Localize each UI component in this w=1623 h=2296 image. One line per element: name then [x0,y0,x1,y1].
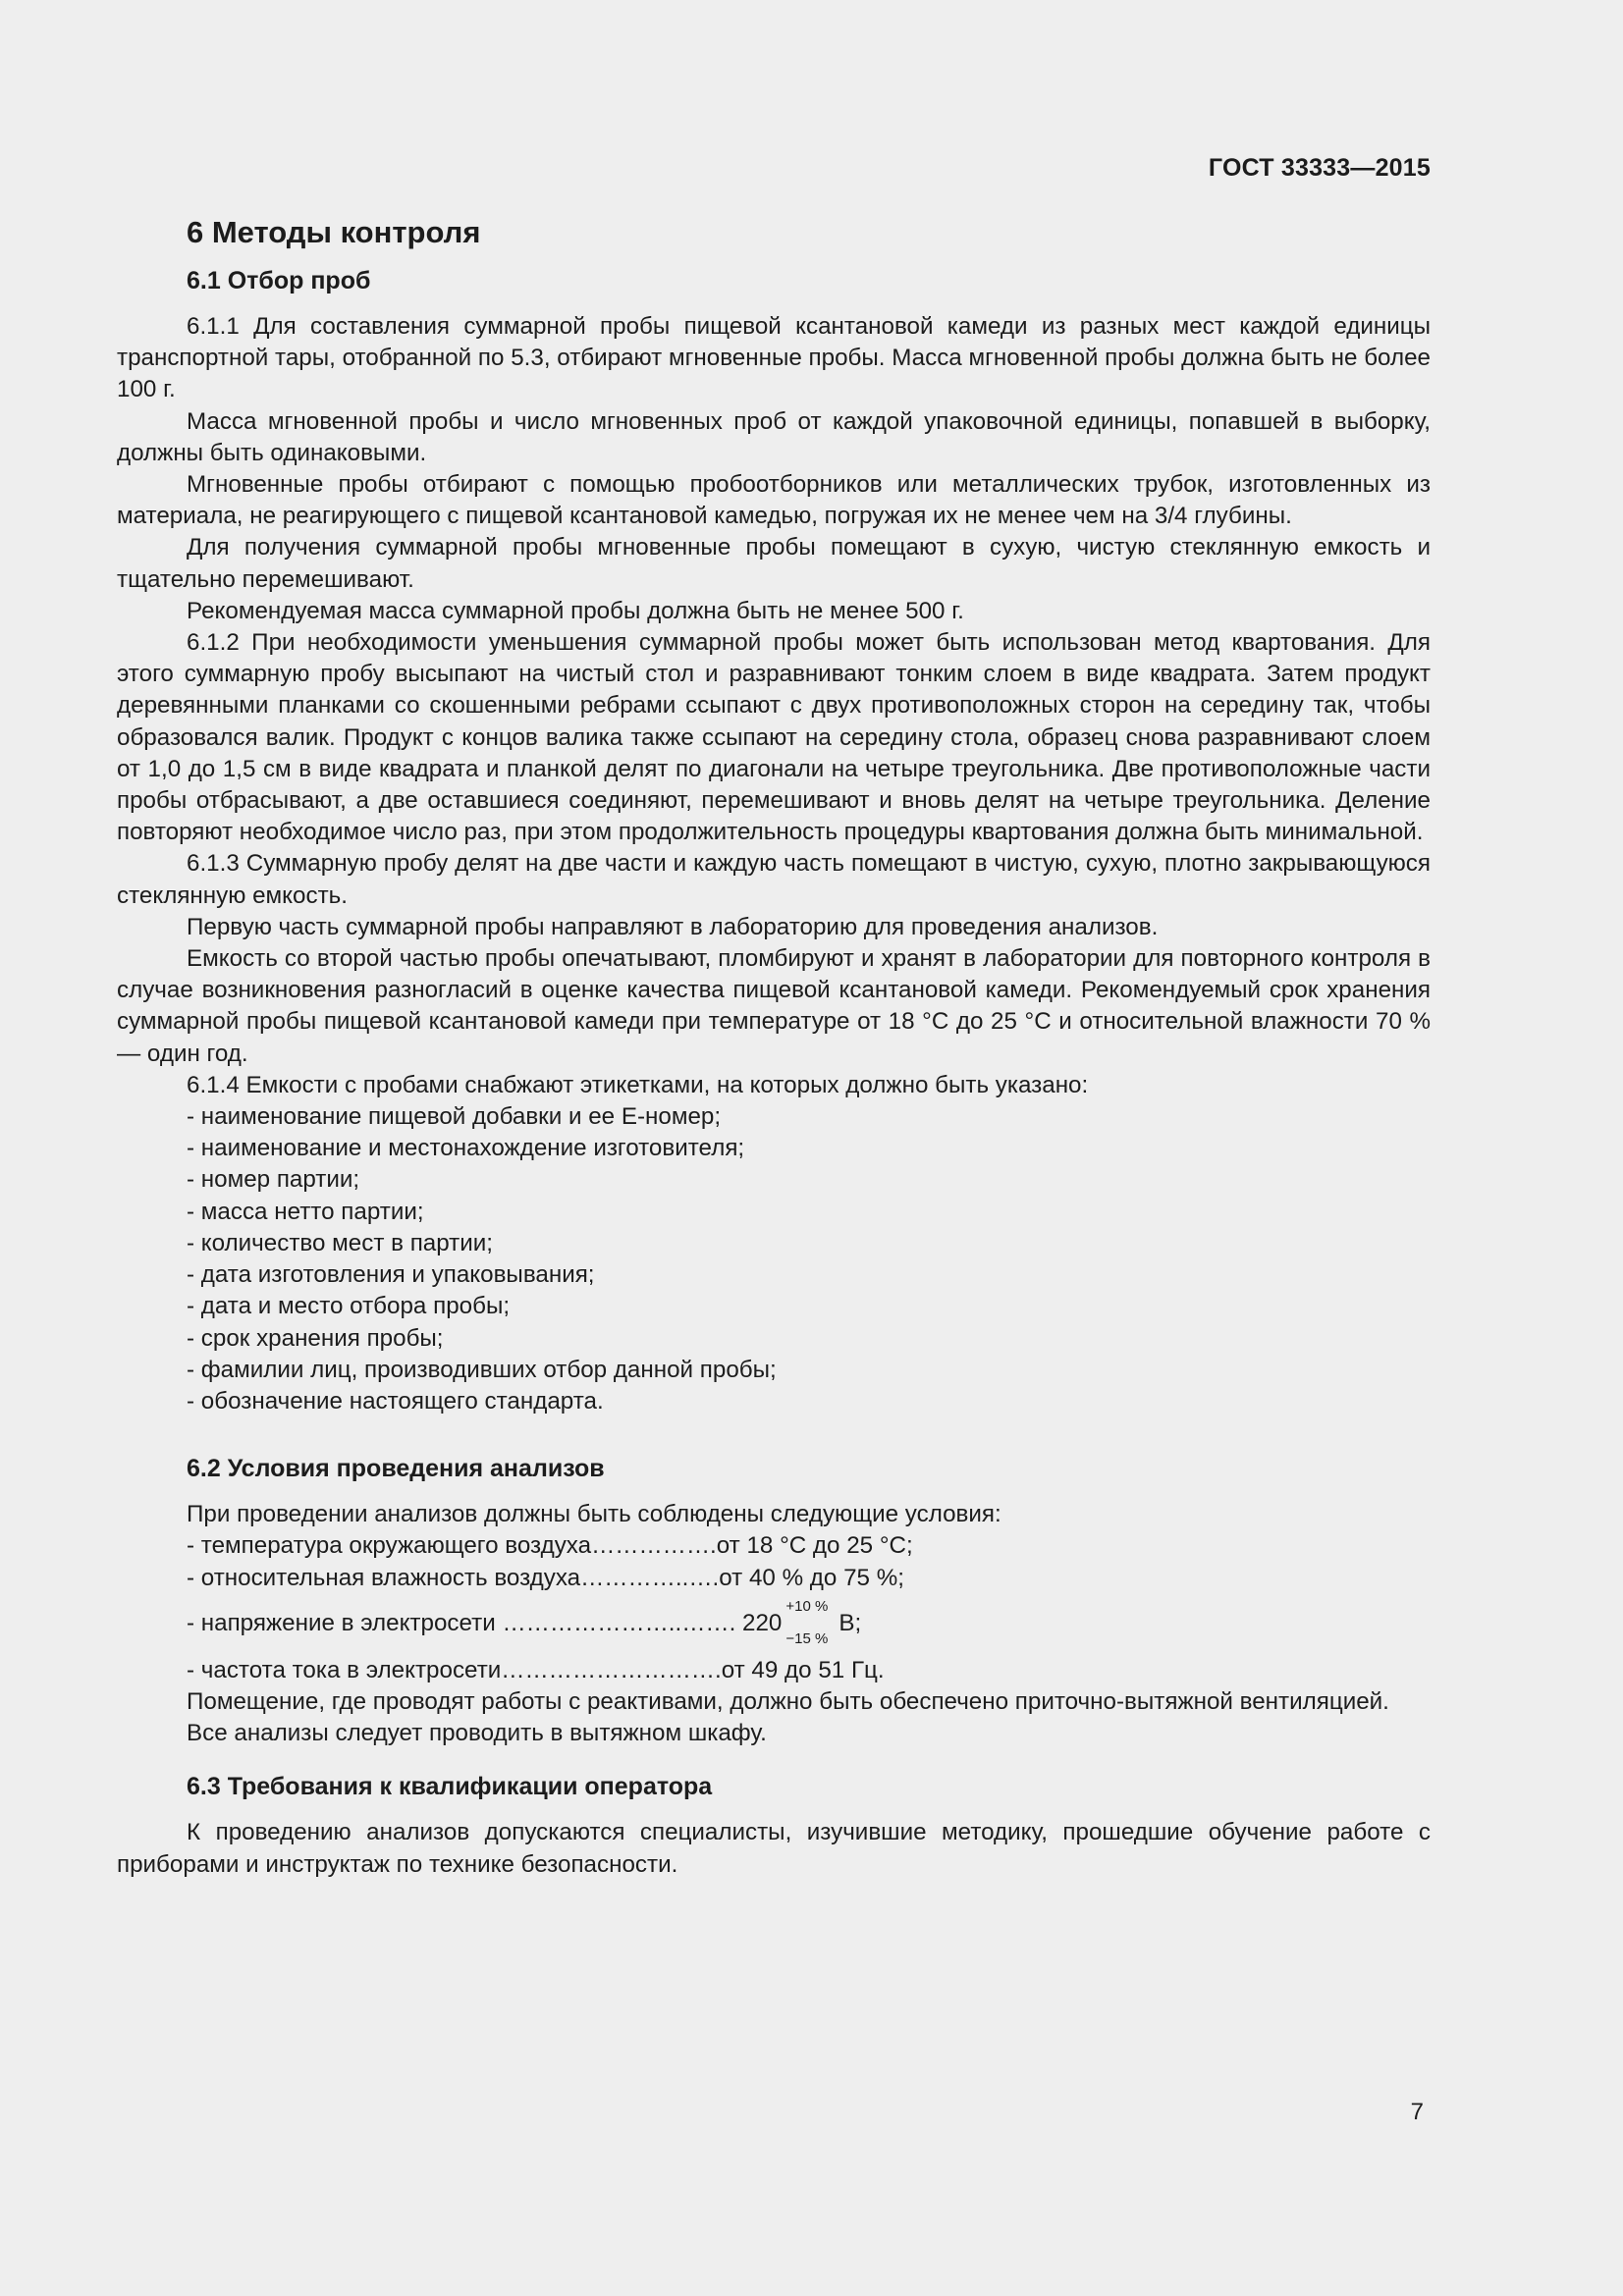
paragraph-operator-qualification: К проведению анализов допускаются специалисты, изучившие методику, прошедшие обучение работе с приборами и инструктаж по технике безопасности. [117,1819,1431,1878]
paragraph-6-1-1: 6.1.1 Для составления суммарной пробы пищевой ксантановой камеди из разных мест каждой единицы транспортной тары, отобранной по 5.3, отбирают мгновенные пробы. Масса мгновенной пробы должна быть не более 100 г. [117,313,1431,403]
paragraph-fume-hood: Все анализы следует проводить в вытяжном шкафу. [187,1720,767,1747]
list-item: - наименование и местонахождение изготовителя; [187,1135,745,1162]
list-item: - срок хранения пробы; [187,1324,444,1352]
paragraph-sample-mass: Масса мгновенной пробы и число мгновенных проб от каждой упаковочной единицы, попавшей в выборку, должны быть одинаковыми. [117,407,1431,466]
voltage-tolerance-minus: −15 % [785,1629,829,1647]
voltage-unit: В; [839,1609,862,1636]
subsection-title-6-3: 6.3 Требования к квалификации оператора [187,1773,713,1801]
list-item: - обозначение настоящего стандарта. [187,1387,604,1415]
list-item: - номер партии; [187,1166,360,1194]
list-item: - наименование пищевой добавки и ее Е-номер; [187,1103,722,1131]
condition-humidity: - относительная влажность воздуха…………..….от 40 % до 75 %; [187,1564,904,1591]
document-body [117,214,1431,1881]
paragraph-recommended-mass: Рекомендуемая масса суммарной пробы должна быть не менее 500 г. [187,597,964,624]
paragraph-sampling-tools: Мгновенные пробы отбирают с помощью пробоотборников или металлических трубок, изготовленных из материала, не реагирующего с пищевой ксантановой камедью, погружая их не менее чем на 3/4 глубины. [117,471,1431,530]
document-header: ГОСТ 33333—2015 [1208,154,1431,182]
paragraph-combined-sample: Для получения суммарной пробы мгновенные пробы помещают в сухую, чистую стеклянную емкость и тщательно перемешивают. [117,534,1431,593]
label-items-list [117,1101,1431,1417]
list-item: - масса нетто партии; [187,1198,424,1225]
subsection-title-6-2: 6.2 Условия проведения анализов [187,1455,605,1483]
list-item: - дата и место отбора пробы; [187,1293,511,1320]
subsection-title-6-1: 6.1 Отбор проб [187,267,371,294]
page-number: 7 [1410,2099,1424,2125]
conditions-intro: При проведении анализов должны быть соблюдены следующие условия: [187,1501,1001,1528]
section-title: 6 Методы контроля [187,215,481,249]
paragraph-second-part: Емкость со второй частью пробы опечатывают, пломбируют и хранят в лаборатории для повторного контроля в случае возникновения разногласий в оценке качества пищевой ксантановой камеди. Рекомендуемый срок хранения суммарной пробы пищевой ксантановой камеди при температуре от 18 °С до 25 °С и относительной влажности 70 % — один год. [117,945,1431,1067]
paragraph-6-1-3: 6.1.3 Суммарную пробу делят на две части и каждую часть помещают в чистую, сухую, плотно закрывающуюся стеклянную емкость. [117,850,1431,909]
paragraph-6-1-4: 6.1.4 Емкости с пробами снабжают этикетками, на которых должно быть указано: [187,1071,1089,1098]
voltage-tolerance-plus: +10 % [785,1597,829,1615]
paragraph-6-1-2: 6.1.2 При необходимости уменьшения суммарной пробы может быть использован метод квартования. Для этого суммарную пробу высыпают на чистый стол и разравнивают тонким слоем в виде квадрата. Затем продукт деревянными планками со скошенными ребрами ссыпают с двух противоположных сторон на середину так, чтобы образовался валик. Продукт с концов валика также ссыпают на середину стола, образец снова разравнивают слоем от 1,0 до 1,5 см в виде квадрата и планкой делят по диагонали на четыре треугольника. Две противоположные части пробы отбрасывают, а две оставшиеся соединяют, перемешивают и вновь делят на четыре треугольника. Деление повторяют необходимое число раз, при этом продолжительность процедуры квартования должна быть минимальной. [117,629,1431,846]
paragraph-first-part: Первую часть суммарной пробы направляют в лабораторию для проведения анализов. [187,913,1159,940]
list-item: - количество мест в партии; [187,1229,493,1256]
voltage-tolerance [782,1597,839,1647]
condition-frequency: - частота тока в электросети……………………….от 49 до 51 Гц. [187,1656,885,1683]
paragraph-ventilation: Помещение, где проводят работы с реактивами, должно быть обеспечено приточно-вытяжной вентиляцией. [187,1687,1389,1715]
voltage-label: - напряжение в электросети …………………..……. 220 [187,1609,783,1636]
list-item: - дата изготовления и упаковывания; [187,1261,595,1289]
condition-temperature: - температура окружающего воздуха…………….от 18 °С до 25 °С; [187,1532,913,1560]
list-item: - фамилии лиц, производивших отбор данной пробы; [187,1356,777,1383]
condition-voltage [187,1597,1431,1647]
